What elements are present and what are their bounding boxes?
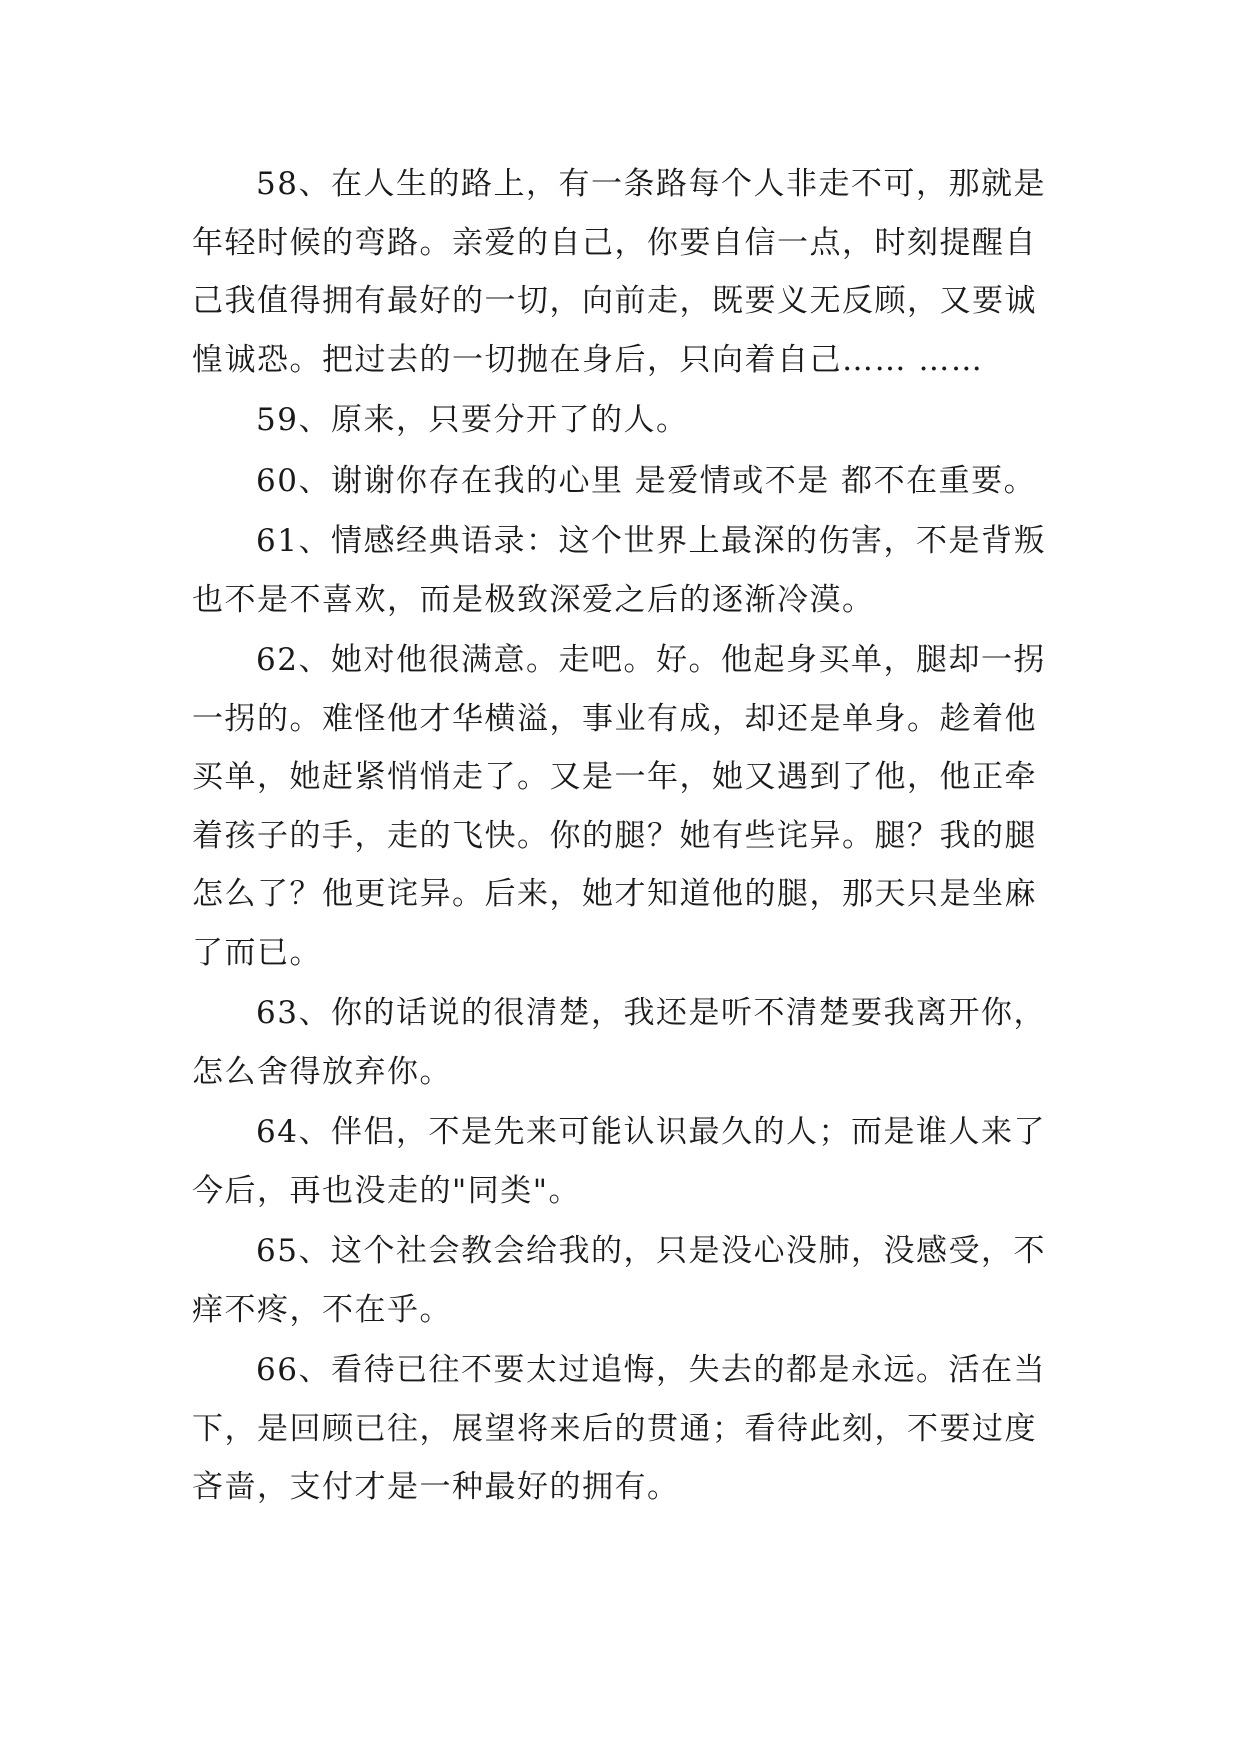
paragraph-63: 63、你的话说的很清楚，我还是听不清楚要我离开你，怎么舍得放弃你。	[192, 995, 1046, 1090]
paragraph-61: 61、情感经典语录：这个世界上最深的伤害，不是背叛也不是不喜欢，而是极致深爱之后的逐渐冷漠。	[192, 523, 1046, 618]
paragraph-64: 64、伴侣，不是先来可能认识最久的人；而是谁人来了今后，再也没走的"同类"。	[192, 1114, 1046, 1209]
paragraph-65: 65、这个社会教会给我的，只是没心没肺，没感受，不痒不疼，不在乎。	[192, 1233, 1046, 1328]
paragraph-60: 60、谢谢你存在我的心里 是爱情或不是 都不在重要。	[256, 462, 1037, 499]
paragraph-62: 62、她对他很满意。走吧。好。他起身买单，腿却一拐一拐的。难怪他才华横溢，事业有成，却还是单身。趁着他买单，她赶紧悄悄走了。又是一年，她又遇到了他，他正牵着孩子的手，走的飞快。你的腿？她有些诧异。腿？我的腿怎么了？他更诧异。后来，她才知道他的腿，那天只是坐麻了而已。	[192, 642, 1046, 971]
paragraph-66: 66、看待已往不要太过追悔，失去的都是永远。活在当下，是回顾已往，展望将来后的贯通；看待此刻，不要过度吝啬，支付才是一种最好的拥有。	[192, 1352, 1046, 1505]
paragraph-58: 58、在人生的路上，有一条路每个人非走不可，那就是年轻时候的弯路。亲爱的自己，你要自信一点，时刻提醒自己我值得拥有最好的一切，向前走，既要义无反顾，又要诚惶诚恐。把过去的一切抛在身后，只向着自己…… ……	[192, 166, 1046, 378]
paragraph-59: 59、原来，只要分开了的人。	[256, 402, 689, 438]
document-body	[192, 155, 1062, 1519]
